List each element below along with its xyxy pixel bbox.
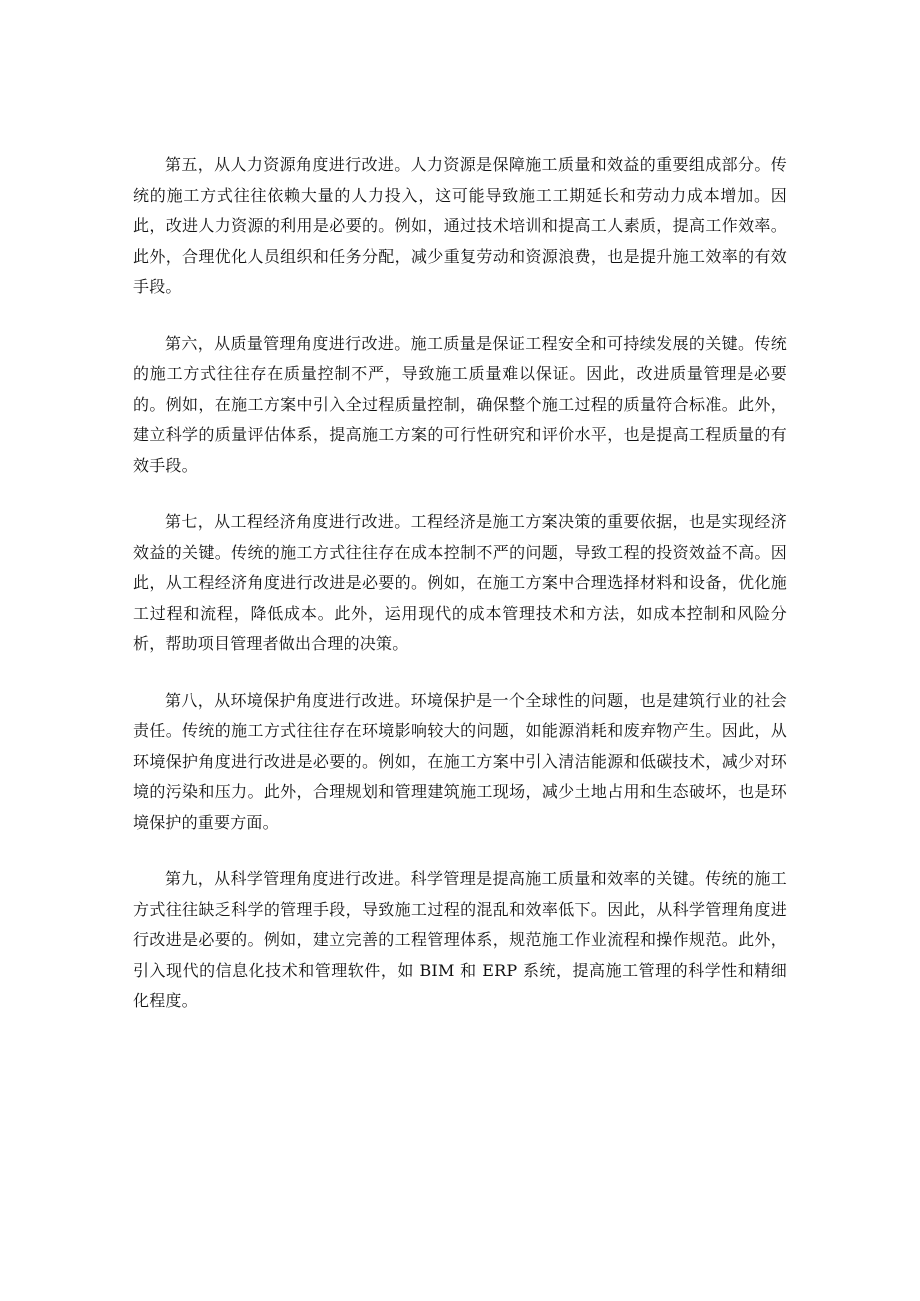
paragraph-quality-management: 第六，从质量管理角度进行改进。施工质量是保证工程安全和可持续发展的关键。传统的施工方式往往存在质量控制不严，导致施工质量难以保证。因此，改进质量管理是必要的。例如，在施工方案中引入全过程质量控制，确保整个施工过程的质量符合标准。此外，建立科学的质量评估体系，提高施工方案的可行性研究和评价水平，也是提高工程质量的有效手段。 <box>133 333 787 475</box>
paragraph-human-resources: 第五，从人力资源角度进行改进。人力资源是保障施工质量和效益的重要组成部分。传统的施工方式往往依赖大量的人力投入，这可能导致施工工期延长和劳动力成本增加。因此，改进人力资源的利用是必要的。例如，通过技术培训和提高工人素质，提高工作效率。此外，合理优化人员组织和任务分配，减少重复劳动和资源浪费，也是提升施工效率的有效手段。 <box>133 155 787 296</box>
paragraph-scientific-management: 第九，从科学管理角度进行改进。科学管理是提高施工质量和效率的关键。传统的施工方式往往缺乏科学的管理手段，导致施工过程的混乱和效率低下。因此，从科学管理角度进行改进是必要的。例如，建立完善的工程管理体系，规范施工作业流程和操作规范。此外，引入现代的信息化技术和管理软件，如 BIM 和 ERP 系统，提高施工管理的科学性和精细化程度。 <box>133 869 787 1010</box>
document-body <box>133 150 787 1043</box>
paragraph-environmental-protection: 第八，从环境保护角度进行改进。环境保护是一个全球性的问题，也是建筑行业的社会责任。传统的施工方式往往存在环境影响较大的问题，如能源消耗和废弃物产生。因此，从环境保护角度进行改进是必要的。例如，在施工方案中引入清洁能源和低碳技术，减少对环境的污染和压力。此外，合理规划和管理建筑施工现场，减少土地占用和生态破坏，也是环境保护的重要方面。 <box>133 690 787 832</box>
paragraph-engineering-economics: 第七，从工程经济角度进行改进。工程经济是施工方案决策的重要依据，也是实现经济效益的关键。传统的施工方式往往存在成本控制不严的问题，导致工程的投资效益不高。因此，从工程经济角度进行改进是必要的。例如，在施工方案中合理选择材料和设备，优化施工过程和流程，降低成本。此外，运用现代的成本管理技术和方法，如成本控制和风险分析，帮助项目管理者做出合理的决策。 <box>133 512 787 653</box>
